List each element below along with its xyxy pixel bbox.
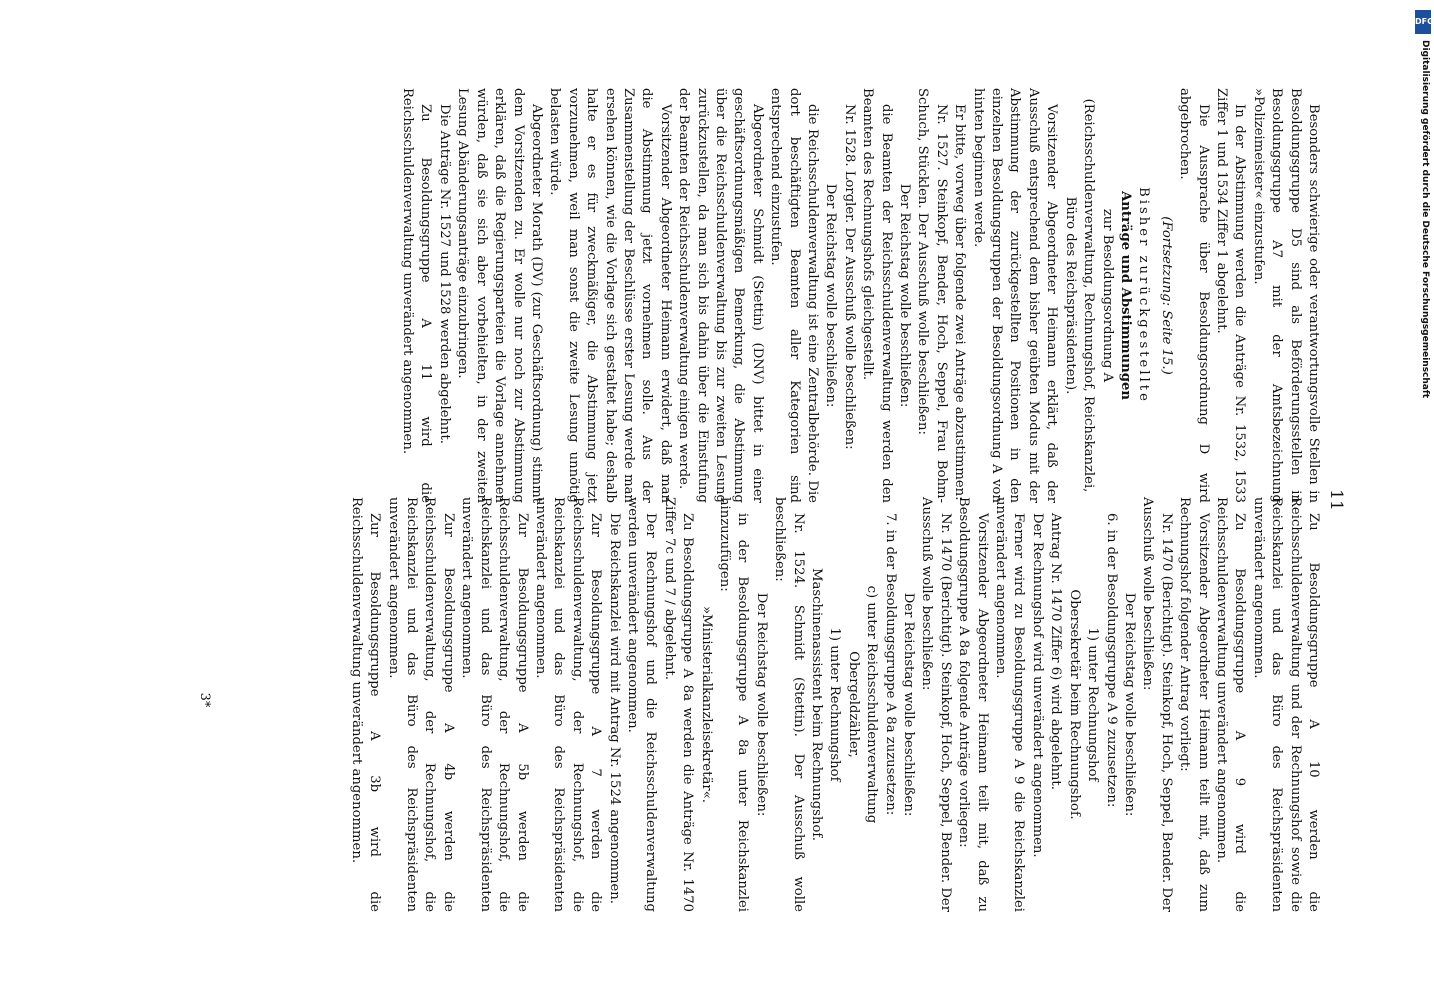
paragraph: Zu Besoldungsgruppe A 8a werden die Anträge Nr. 1470 Ziffer 7c und 7 / abgelehnt. bbox=[661, 497, 696, 912]
paragraph: Er bitte, vorweg über folgende zwei Anträge abzustimmen: bbox=[952, 104, 968, 501]
paragraph: Ferner wird zu Besoldungsgruppe A 9 die Reichskanzlei unverändert angenommen. bbox=[993, 497, 1027, 912]
paragraph: Die Anträge Nr. 1527 und 1528 werden abgelehnt. bbox=[436, 104, 452, 444]
paragraph: Vorsitzender Abgeordneter Heimann erwidert, daß man die Abstimmung jetzt vornehmen solle. Aus der Zusammenstellung der Beschlüsse erster Lesung werde man ersehen können, wie die Vorlage sich gestaltet habe; deshalb halte er es für zweckmäßiger, die Abstimmung jetzt vorzunehmen, weil man sonst die zweite Lesung unnötig belasten würde. bbox=[547, 88, 673, 503]
paragraph: Zur Besoldungsgruppe A 4b werden die Reichsschuldenverwaltung, der Rechnungshof, die Reichskanzlei und das Büro des Reichspräsidenten unverändert angenommen. bbox=[385, 497, 456, 912]
paragraph: 7. in der Besoldungsgruppe A 8a zuzusetzen: bbox=[882, 513, 898, 816]
paragraph: Obergeldzähler, bbox=[845, 651, 861, 758]
signature-mark: 3* bbox=[197, 692, 212, 708]
motion: Nr. 1527. Steinkopf, Bender, Hoch, Seppel, Frau Bohm-Schuch, Stücklen. Der Ausschuß wolle beschließen: bbox=[915, 88, 949, 503]
paragraph: Der Reichstag wolle beschließen: bbox=[823, 183, 839, 408]
paragraph: die Reichsschuldenverwaltung ist eine Zentralbehörde. Die dort beschäftigten Beamten aller Kategorien sind entsprechend einzustufen. bbox=[768, 88, 821, 503]
paragraph: Abgeordneter Schmidt (Stettin) (DNV) bittet in einer geschäftsordnungsmäßigen Bemerkung, die Abstimmung über die Reichsschuldenverwaltung bis zur zweiten Lesung zurückzustellen, da man sich bis dahin über die Einstufung der Beamten der Reichsschuldenverwaltung einigen werde. bbox=[676, 88, 765, 503]
page-number: 11 bbox=[1326, 489, 1346, 511]
paragraph: In der Abstimmung werden die Anträge Nr. 1532, 1533 Ziffer 1 und 1534 Ziffer 1 abgelehnt. bbox=[1213, 88, 1248, 503]
left-column bbox=[398, 88, 1322, 503]
paragraph: Zur Besoldungsgruppe A 5b werden die Reichsschuldenverwaltung, der Rechnungshof, die Reichskanzlei und das Büro des Reichspräsidenten unverändert angenommen. bbox=[459, 497, 530, 912]
paragraph: die Beamten der Reichsschuldenverwaltung werden den Beamten des Rechnungshofs gleichgestellt. bbox=[860, 88, 894, 503]
paragraph: Zu Besoldungsgruppe A 11 wird die Reichsschuldenverwaltung unverändert angenommen. bbox=[400, 88, 434, 503]
paragraph: Der Rechnungshof wird unverändert angenommen. bbox=[1029, 513, 1045, 858]
digitization-stamp bbox=[1413, 10, 1433, 430]
paragraph: Der Reichstag wolle beschließen: bbox=[1121, 592, 1137, 817]
paragraph: 1) unter Rechnungshof bbox=[1085, 627, 1101, 782]
paragraph: Abgeordneter Morath (DV) (zur Geschäftsordnung) stimmt dem Vorsitzenden zu. Er wolle nur noch zur Abstimmung erklären, daß die Regierungsparteien die Vorlage annehmen würden, daß sie sich aber vorbehielten, in der zweiten Lesung Abänderungsanträge einzubringen. bbox=[455, 88, 544, 503]
paragraph: 6. in der Besoldungsgruppe A 9 zuzusetzen: bbox=[1103, 513, 1119, 808]
paragraph: Zu Besoldungsgruppe A 9 wird die Reichsschuldenverwaltung unverändert angenommen. bbox=[1213, 497, 1248, 912]
paragraph: Der Reichstag wolle beschließen: bbox=[753, 592, 769, 817]
paragraph: Antrag Nr. 1470 Ziffer 6) wird abgelehnt. bbox=[1048, 513, 1064, 790]
paragraph: Der Rechnungshof und die Reichsschuldenverwaltung werden unverändert angenommen. bbox=[624, 497, 659, 912]
paragraph: Zur Besoldungsgruppe A 7 werden die Reichsschuldenverwaltung, der Rechnungshof, die Reichskanzlei und das Büro des Reichspräsidenten unverändert angenommen. bbox=[532, 497, 604, 912]
motion: Nr. 1524. Schmidt (Stettin). Der Ausschuß wolle beschließen: bbox=[772, 497, 806, 912]
paragraph: Vorsitzender Abgeordneter Heimann teilt mit, daß zu Besoldungsgruppe A 8a folgende Anträge vorliegen: bbox=[956, 497, 990, 912]
section-heading: (Reichsschuldenverwaltung, Rechnungshof, Reichskanzlei, Büro des Reichspräsidenten). bbox=[1062, 98, 1097, 493]
paragraph: Zu Besoldungsgruppe A 10 werden die Reichsschuldenverwaltung und der Rechnungshof sowie die Reichskanzlei und das Büro des Reichspräsidenten unverändert angenommen. bbox=[1250, 497, 1321, 912]
paragraph: Besonders schwierige oder verantwortungsvolle Stellen in Besoldungsgruppe D5 sind als Beförderungsstellen in Besoldungsgruppe A7 mit der Amtsbezeichnung »Polizeimeister« einzustufen. bbox=[1250, 88, 1321, 503]
motion: Nr. 1528. Lorgler. Der Ausschuß wolle beschließen: bbox=[841, 104, 857, 450]
paragraph: Vorsitzender Abgeordneter Heimann erklärt, daß der Ausschuß entsprechend dem bisher geübten Modus mit der Abstimmung der zurückgestellten Positionen in den einzelnen Besoldungsgruppen der Besoldungsordnung A von hinten beginnen werde. bbox=[970, 88, 1060, 503]
section-heading: Anträge und Abstimmungen bbox=[1117, 191, 1133, 400]
paragraph: Die Aussprache über Besoldungsordnung D wird abgebrochen. bbox=[1177, 88, 1211, 503]
paragraph: c) unter Reichsschuldenverwaltung bbox=[864, 585, 880, 824]
motion: Nr. 1470 (Berichtigt). Steinkopf, Hoch, Seppel, Bender. Der Ausschuß wolle beschließen: bbox=[1140, 497, 1174, 912]
paragraph: »Ministerialkanzleisekretär«. bbox=[698, 606, 714, 803]
paragraph: Vorsitzender Abgeordneter Heimann teilt mit, daß zum Rechnungshof folgender Antrag vorliegt: bbox=[1177, 497, 1211, 912]
paragraph: Der Reichstag wolle beschließen: bbox=[901, 592, 917, 817]
paragraph: Obersekretär beim Rechnungshof. bbox=[1066, 589, 1082, 820]
continuation-note: (Fortsetzung: Seite 15.) bbox=[1158, 216, 1174, 375]
paragraph: in der Besoldungsgruppe A 8a unter Reichskanzlei hinzuzufügen: bbox=[717, 497, 751, 912]
stamp-text: Digitalisierung gefördert durch die Deutsche Forschungsgemeinschaft bbox=[1420, 40, 1430, 399]
paragraph: Die Reichskanzlei wird mit Antrag Nr. 1524 angenommen. bbox=[606, 513, 622, 904]
paragraph: Maschinenassistent beim Rechnungshof. bbox=[809, 568, 825, 841]
right-column bbox=[346, 497, 1322, 912]
section-heading: Bisher zurückgestellte bbox=[1136, 187, 1152, 404]
paragraph: Der Reichstag wolle beschließen: bbox=[897, 183, 913, 408]
motion: Nr. 1470 (Berichtigt). Steinkopf, Hoch, Seppel, Bender. Der Ausschuß wolle beschließen: bbox=[919, 497, 953, 912]
paragraph: 1) unter Rechnungshof bbox=[827, 627, 843, 782]
paragraph: Zur Besoldungsgruppe A 3b wird die Reichsschuldenverwaltung unverändert angenommen. bbox=[348, 497, 383, 912]
dfg-logo: DFG bbox=[1415, 10, 1431, 34]
section-heading: zur Besoldungsordnung A bbox=[1099, 208, 1115, 383]
